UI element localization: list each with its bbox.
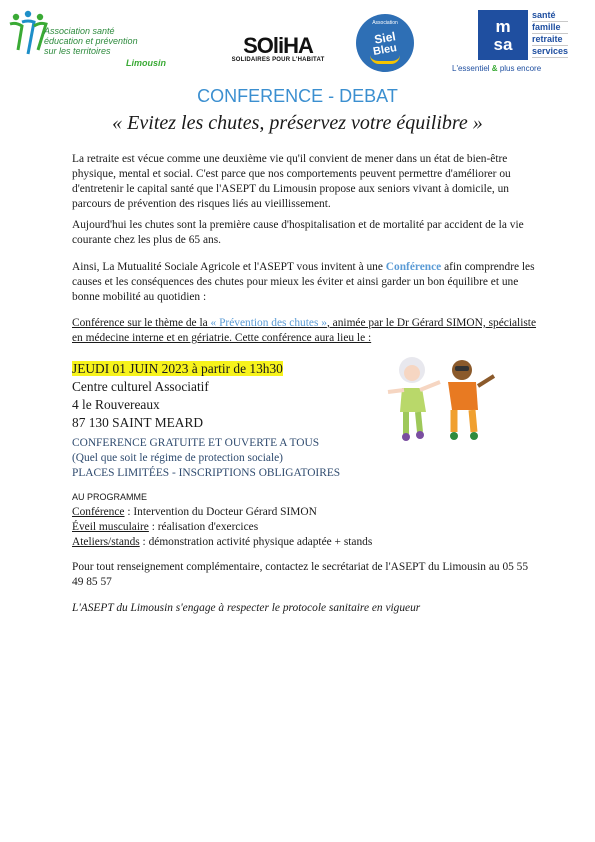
msa-word: services bbox=[532, 46, 569, 56]
siel-asso: Association bbox=[372, 20, 398, 26]
page-title: CONFERENCE - DEBAT bbox=[197, 86, 398, 106]
msa-word: famille bbox=[532, 22, 568, 34]
program-item: Éveil musculaire : réalisation d'exercices bbox=[72, 521, 259, 533]
msa-sa: sa bbox=[493, 35, 513, 54]
msa-mark bbox=[478, 10, 528, 60]
asept-logo bbox=[8, 10, 178, 70]
page-subtitle: « Evitez les chutes, préservez votre équilibre » bbox=[112, 112, 483, 134]
access-block bbox=[72, 436, 542, 481]
intro-paragraph: La retraite est vécue comme une deuxième vie qu'il convient de mener dans un état de bien-être physique, mental et social. C'est parce que nos comportements peuvent permettre d'améliorer ou d'entretenir le capital santé que l'ASEPT du Limousin propose aux seniors vivant à domicile, un parcours de prévention des risques liés au vieillissement. bbox=[72, 153, 511, 210]
asept-region: Limousin bbox=[126, 58, 166, 68]
access-line3: PLACES LIMITÉES - INSCRIPTIONS OBLIGATOIRES bbox=[72, 467, 341, 479]
footer-note: L'ASEPT du Limousin s'engage à respecter le protocole sanitaire en vigueur bbox=[72, 602, 421, 614]
msa-word: santé bbox=[532, 10, 568, 22]
msa-words bbox=[532, 10, 568, 58]
program-item: Conférence : Intervention du Docteur Gérard SIMON bbox=[72, 506, 317, 518]
msa-logo bbox=[452, 8, 592, 78]
event-block bbox=[72, 360, 372, 432]
theme-paragraph: Conférence sur le thème de la « Prévention des chutes », animée par le Dr Gérard SIMON, spécialiste en médecine interne et en gériatrie. Cette conférence aura lieu le : bbox=[72, 317, 537, 344]
program-block bbox=[72, 490, 542, 550]
soliha-name: SOliHA bbox=[243, 33, 313, 58]
asept-line1: Association santé bbox=[44, 26, 115, 36]
event-date: JEUDI 01 JUIN 2023 à partir de 13h30 bbox=[72, 361, 283, 376]
access-line2: (Quel que soit le régime de protection sociale) bbox=[72, 452, 283, 464]
theme-link: « Prévention des chutes » bbox=[210, 317, 327, 329]
soliha-logo bbox=[228, 35, 328, 63]
siel-name2: Bleu bbox=[372, 42, 398, 58]
venue-line2: 4 le Rouvereaux bbox=[72, 397, 160, 412]
dancing-seniors-illustration bbox=[382, 346, 502, 446]
msa-m: m bbox=[495, 17, 511, 36]
program-item: Ateliers/stands : démonstration activité physique adaptée + stands bbox=[72, 536, 373, 548]
asept-line2: éducation et prévention bbox=[44, 36, 138, 46]
siel-bleu-logo bbox=[356, 14, 416, 74]
asept-line3: sur les territoires bbox=[44, 46, 111, 56]
msa-slogan: L'essentiel & plus encore bbox=[452, 64, 542, 73]
invitation-paragraph: Ainsi, La Mutualité Sociale Agricole et l'ASEPT vous invitent à une Conférence afin comprendre les causes et les conséquences des chutes pour mieux les éviter et ainsi garder un bon équilibre et une bonne mobilité au quotidien : bbox=[72, 261, 535, 303]
swoosh-icon bbox=[370, 55, 400, 64]
statistic-paragraph: Aujourd'hui les chutes sont la première cause d'hospitalisation et de mortalité par accident de la vie courante chez les plus de 65 ans. bbox=[72, 219, 524, 246]
program-heading: AU PROGRAMME bbox=[72, 492, 148, 502]
contact-paragraph: Pour tout renseignement complémentaire, contactez le secrétariat de l'ASEPT du Limousin au 05 55 49 85 57 bbox=[72, 561, 529, 588]
access-line1: CONFERENCE GRATUITE ET OUVERTE A TOUS bbox=[72, 437, 320, 449]
soliha-tagline: SOLIDAIRES POUR L'HABITAT bbox=[231, 57, 325, 63]
people-icon bbox=[8, 10, 48, 58]
siel-name1: Siel bbox=[373, 29, 397, 47]
venue-line3: 87 130 SAINT MEARD bbox=[72, 415, 204, 430]
msa-word: retraite bbox=[532, 34, 568, 46]
venue-line1: Centre culturel Associatif bbox=[72, 379, 209, 394]
conference-highlight: Conférence bbox=[385, 261, 442, 273]
